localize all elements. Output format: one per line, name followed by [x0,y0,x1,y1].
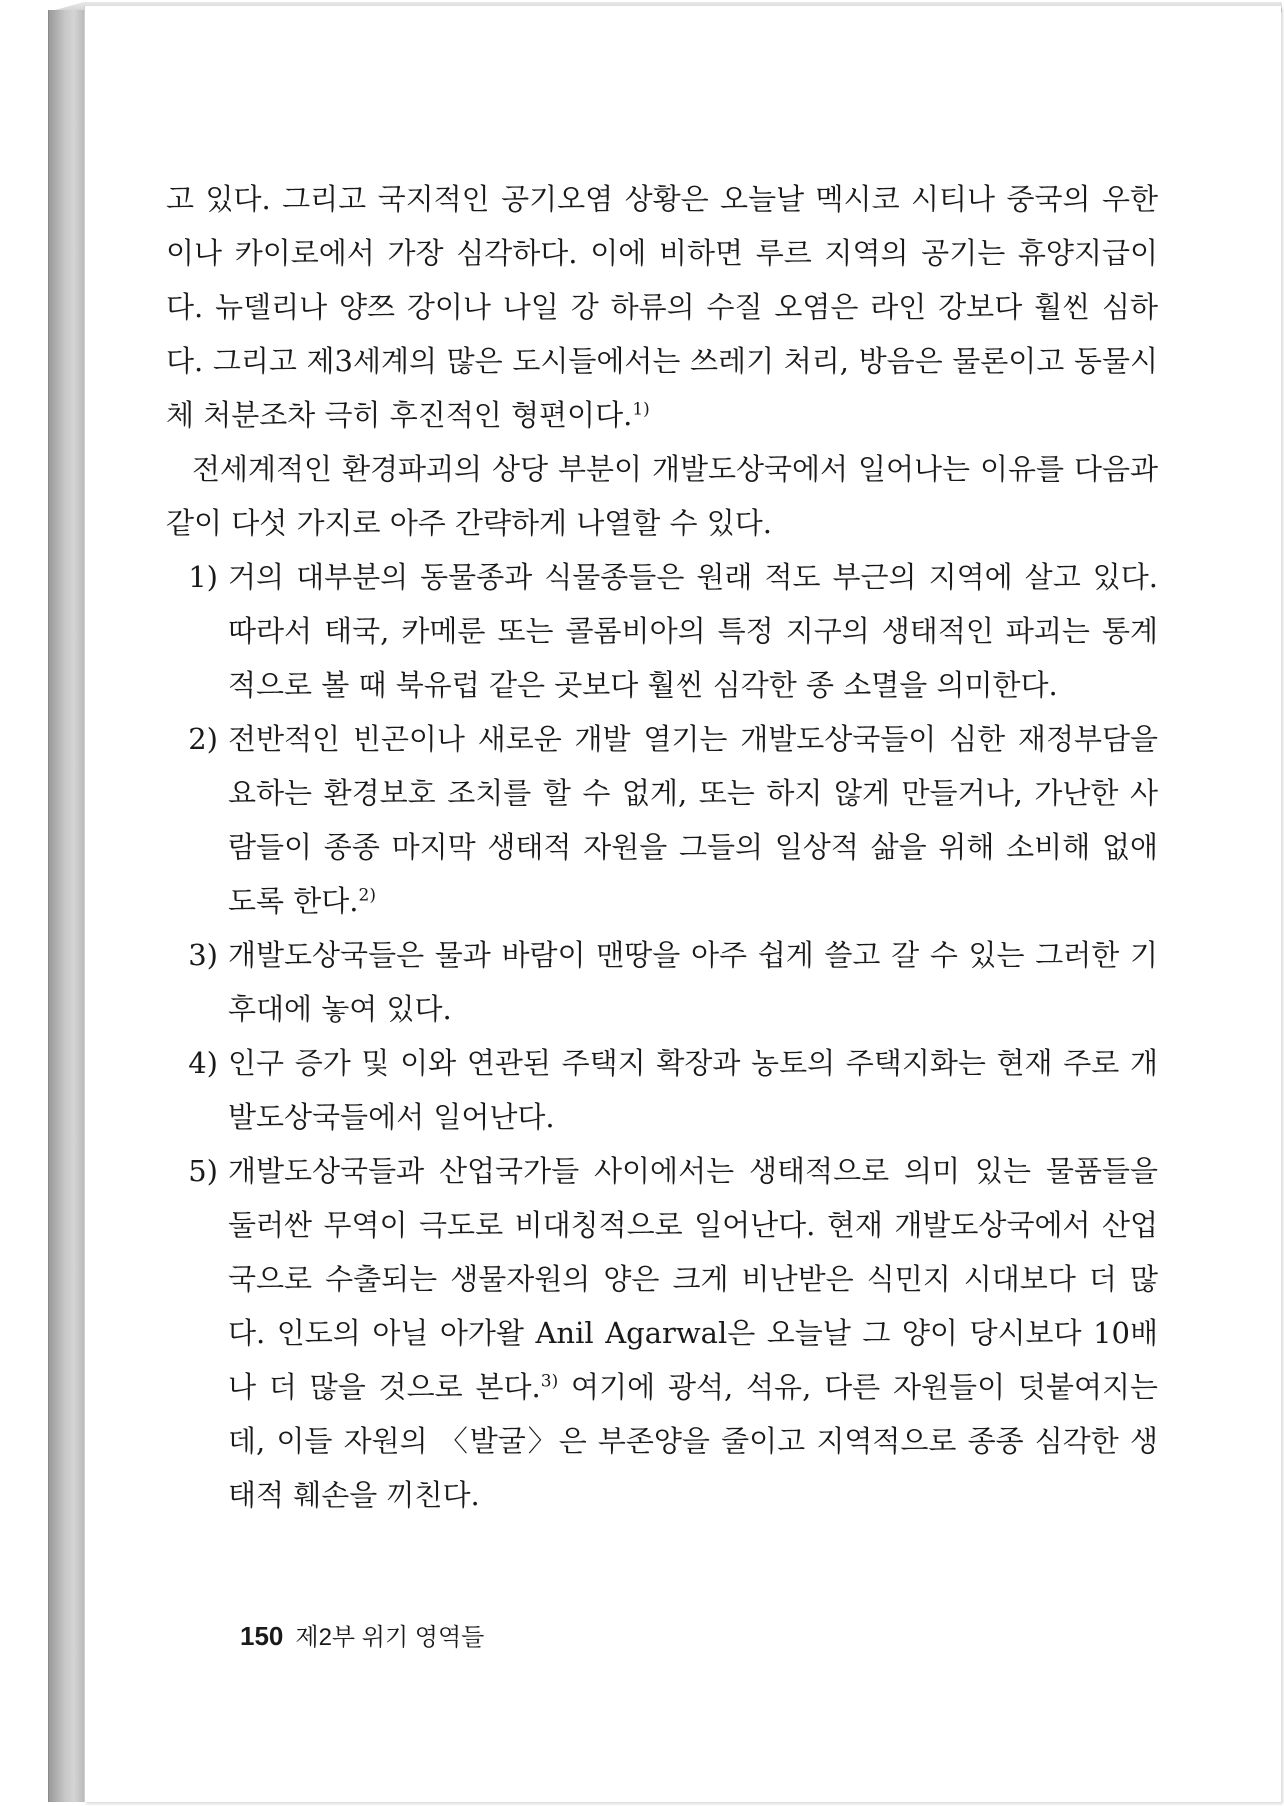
list-item-text-content: 전반적인 빈곤이나 새로운 개발 열기는 개발도상국들이 심한 재정부담을 요하는 환경보호 조치를 할 수 없게, 또는 하지 않게 만들거나, 가난한 사람들이 종종 마지막 생태적 자원을 그들의 일상적 삶을 위해 소비해 없애도록 한다. [228,722,1158,918]
page-number: 150 [240,1621,284,1651]
list-item-number: 1) [188,560,218,594]
reasons-list [166,550,1158,1522]
list-item-text-content: 인구 증가 및 이와 연관된 주택지 확장과 농토의 주택지화는 현재 주로 개발도상국들에서 일어난다. [228,1046,1158,1134]
list-item [166,712,1158,928]
paragraph-1 [166,172,1158,442]
list-item-number: 3) [188,938,218,972]
list-item-text [228,550,1158,712]
paragraph-2: 전세계적인 환경파괴의 상당 부분이 개발도상국에서 일어나는 이유를 다음과 같이 다섯 가지로 아주 간략하게 나열할 수 있다. [166,452,1158,540]
list-item-text-content: 거의 대부분의 동물종과 식물종들은 원래 적도 부근의 지역에 살고 있다. 따라서 태국, 카메룬 또는 콜롬비아의 특정 지구의 생태적인 파괴는 통계적으로 볼 때 북유럽 같은 곳보다 훨씬 심각한 종 소멸을 의미한다. [228,560,1158,702]
page-footer [240,1617,484,1652]
book-spine [48,10,85,1802]
list-item-text-continuation: 여기에 광석, 석유, 다른 자원들이 덧붙여지는데, 이들 자원의 〈발굴〉은 부존양을 줄이고 지역적으로 종종 심각한 생태적 훼손을 끼친다. [228,1370,1158,1512]
footnote-ref-3: 3) [540,1371,559,1392]
running-section-title: 제2부 위기 영역들 [295,1624,485,1651]
list-item [166,1144,1158,1522]
list-item-number: 2) [188,722,218,756]
list-item-number: 4) [188,1046,218,1080]
list-item [166,1036,1158,1144]
page-body [166,172,1158,1522]
list-item-text-content: 개발도상국들과 산업국가들 사이에서는 생태적으로 의미 있는 물품들을 둘러싼 무역이 극도로 비대칭적으로 일어난다. 현재 개발도상국에서 산업국으로 수출되는 생물자원의 양은 크게 비난받은 식민지 시대보다 더 많다. 인도의 아닐 아가왈 Anil Agarwal은 오늘날 그 양이 당시보다 10배나 더 많을 것으로 본다. [228,1154,1158,1404]
footnote-ref-1: 1) [632,399,650,420]
list-item [166,928,1158,1036]
list-item-number: 5) [188,1154,218,1188]
list-item-text-content: 개발도상국들은 물과 바람이 맨땅을 아주 쉽게 쓸고 갈 수 있는 그러한 기후대에 놓여 있다. [228,938,1158,1026]
list-item [166,550,1158,712]
list-item-text [228,1144,1158,1522]
list-item-text [228,928,1158,1036]
footnote-ref-2: 2) [358,885,376,906]
paragraph-1-text: 고 있다. 그리고 국지적인 공기오염 상황은 오늘날 멕시코 시티나 중국의 우한이나 카이로에서 가장 심각하다. 이에 비하면 루르 지역의 공기는 휴양지급이다. 뉴델리나 양쯔 강이나 나일 강 하류의 수질 오염은 라인 강보다 훨씬 심하다. 그리고 제3세계의 많은 도시들에서는 쓰레기 처리, 방음은 물론이고 동물시체 처분조차 극히 후진적인 형편이다. [166,182,1158,432]
list-item-text [228,1036,1158,1144]
list-item-text [228,712,1158,928]
